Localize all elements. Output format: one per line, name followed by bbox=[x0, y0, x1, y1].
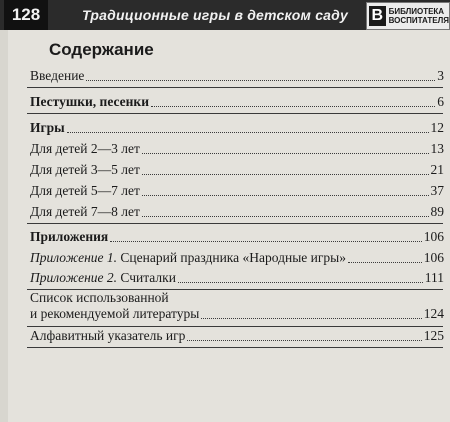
toc-entry-page: 12 bbox=[430, 120, 444, 135]
toc-entry-appendices[interactable] bbox=[30, 229, 444, 245]
toc-entry-label-rest: Сценарий праздника «Народные игры» bbox=[117, 250, 346, 265]
toc-entry-age-7-8[interactable] bbox=[30, 204, 444, 220]
toc-entry-appendix-1[interactable] bbox=[30, 250, 444, 266]
toc-entry-label: Для детей 2—3 лет bbox=[30, 141, 140, 156]
toc-entry-label: Алфавитный указатель игр bbox=[30, 328, 186, 343]
toc-entry-pestushki[interactable] bbox=[30, 94, 444, 110]
toc-entry-label: Игры bbox=[30, 120, 65, 135]
leader-dots bbox=[67, 131, 429, 133]
toc-entry-appendix-2[interactable] bbox=[30, 270, 444, 286]
toc-title: Содержание bbox=[49, 40, 154, 59]
toc-entry-page: 106 bbox=[423, 229, 444, 244]
toc-entry-label: Для детей 5—7 лет bbox=[30, 183, 140, 198]
toc-entry-page: 106 bbox=[423, 250, 444, 265]
leader-dots bbox=[110, 240, 422, 242]
toc-entry-label-line2: и рекомендуемой литературы bbox=[30, 306, 200, 321]
toc-entry-games[interactable] bbox=[30, 120, 444, 136]
toc-entry-label: Пестушки, песенки bbox=[30, 94, 149, 109]
section-divider bbox=[27, 113, 443, 114]
toc-entry-page: 89 bbox=[430, 204, 444, 219]
toc-entry-label: Приложения bbox=[30, 229, 109, 244]
series-logo-line1: БИБЛИОТЕКА bbox=[388, 7, 445, 16]
section-divider bbox=[27, 87, 443, 88]
toc-entry-label-italic: Приложение 1. bbox=[30, 250, 118, 265]
leader-dots bbox=[201, 317, 421, 319]
toc-entry-label bbox=[30, 250, 346, 266]
leader-dots bbox=[187, 339, 421, 341]
toc-entry-page: 3 bbox=[437, 68, 444, 83]
toc-entry-age-5-7[interactable] bbox=[30, 183, 444, 199]
section-divider bbox=[27, 347, 443, 348]
running-title: Традиционные игры в детском саду bbox=[82, 7, 349, 23]
toc-entry-page: 125 bbox=[423, 328, 444, 343]
toc-entry-page: 124 bbox=[423, 306, 444, 321]
toc-entry-label: Для детей 7—8 лет bbox=[30, 204, 140, 219]
series-logo-letter: В bbox=[369, 6, 386, 26]
toc-entry-index[interactable] bbox=[30, 328, 444, 344]
leader-dots bbox=[142, 173, 429, 175]
toc-entry-page: 37 bbox=[430, 183, 444, 198]
toc-entry-page: 21 bbox=[430, 162, 444, 177]
toc-entry-page: 6 bbox=[437, 94, 444, 109]
leader-dots bbox=[348, 261, 422, 263]
section-divider bbox=[27, 326, 443, 327]
leader-dots bbox=[142, 215, 429, 217]
toc-entry-label-rest: Считалки bbox=[117, 270, 176, 285]
toc-entry-label: Для детей 3—5 лет bbox=[30, 162, 140, 177]
section-divider bbox=[27, 223, 443, 224]
series-logo-text bbox=[389, 7, 449, 25]
page-edge-strip bbox=[0, 30, 8, 422]
leader-dots bbox=[142, 194, 429, 196]
page-number: 128 bbox=[4, 0, 48, 30]
leader-dots bbox=[86, 79, 435, 81]
series-logo bbox=[366, 2, 450, 30]
series-logo-line2: ВОСПИТАТЕЛЯ bbox=[388, 16, 449, 25]
page-header bbox=[0, 0, 450, 30]
toc-entry-label bbox=[30, 270, 176, 286]
toc-entry-bibliography[interactable] bbox=[30, 290, 444, 322]
toc-entry-introduction[interactable] bbox=[30, 68, 444, 84]
toc-entry-age-2-3[interactable] bbox=[30, 141, 444, 157]
toc-entry-page: 111 bbox=[424, 270, 444, 285]
toc-entry-label: Введение bbox=[30, 68, 85, 83]
toc-entry-age-3-5[interactable] bbox=[30, 162, 444, 178]
toc-entry-label-line1: Список использованной bbox=[30, 290, 169, 305]
toc-entry-page: 13 bbox=[430, 141, 444, 156]
leader-dots bbox=[151, 105, 435, 107]
toc-entry-label-italic: Приложение 2. bbox=[30, 270, 118, 285]
leader-dots bbox=[142, 152, 429, 154]
leader-dots bbox=[178, 281, 423, 283]
